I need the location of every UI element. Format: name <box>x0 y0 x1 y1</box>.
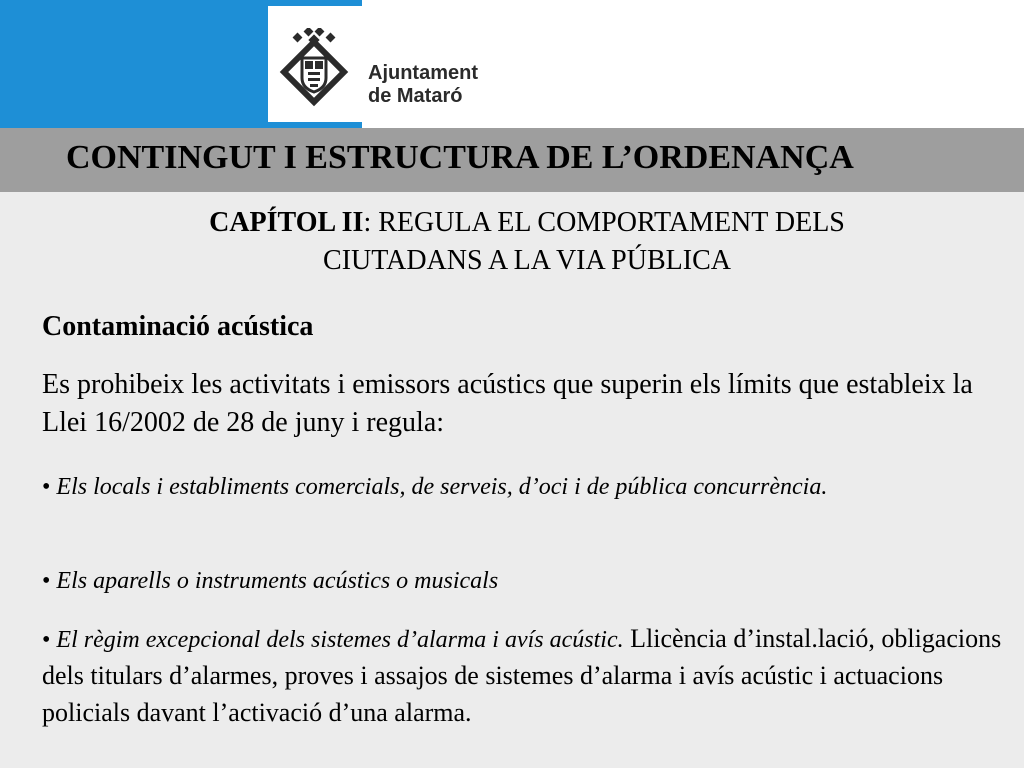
slide-title: CONTINGUT I ESTRUCTURA DE L’ORDENANÇA <box>66 139 854 176</box>
section-title: Contaminació acústica <box>42 311 314 342</box>
bullet-marker: • <box>42 568 51 594</box>
logo-line-2: de Mataró <box>368 85 463 107</box>
chapter-line-1 <box>40 204 1014 242</box>
bullet-item-2 <box>42 563 1017 599</box>
bullet-item-1 <box>42 469 1017 505</box>
logo-text <box>368 62 478 108</box>
bullet-text: Els aparells o instruments acústics o musicals <box>56 568 499 594</box>
bullet-marker: • <box>42 627 51 653</box>
chapter-separator: : <box>363 207 379 238</box>
bullet-marker: • <box>42 474 51 500</box>
chapter-label: CAPÍTOL II <box>209 207 364 238</box>
bullet-text-italic: El règim excepcional dels sistemes d’alarma i avís acústic. <box>56 627 624 653</box>
logo-line-1: Ajuntament <box>368 62 478 84</box>
bullet-item-3 <box>42 621 1017 732</box>
bullet-text-normal: Llicència d’instal.lació, obligacions dels titulars d’alarmes, proves i assajos de sistemes d’alarma i avís acústic i actuacions policials davant l’activació d’una alarma. <box>42 624 1002 727</box>
header <box>0 0 1024 128</box>
title-band <box>0 128 1024 192</box>
intro-paragraph: Es prohibeix les activitats i emissors acústics que superin els límits que estableix la Llei 16/2002 de 28 de juny i regula: <box>42 369 973 438</box>
bullet-text: Els locals i establiments comercials, de serveis, d’oci i de pública concurrència. <box>50 474 828 500</box>
chapter-heading <box>40 204 1014 280</box>
chapter-line-1-rest: REGULA EL COMPORTAMENT DELS <box>378 207 845 238</box>
city-emblem-icon <box>272 28 356 112</box>
chapter-line-2: CIUTADANS A LA VIA PÚBLICA <box>323 245 731 276</box>
logo <box>268 6 504 122</box>
